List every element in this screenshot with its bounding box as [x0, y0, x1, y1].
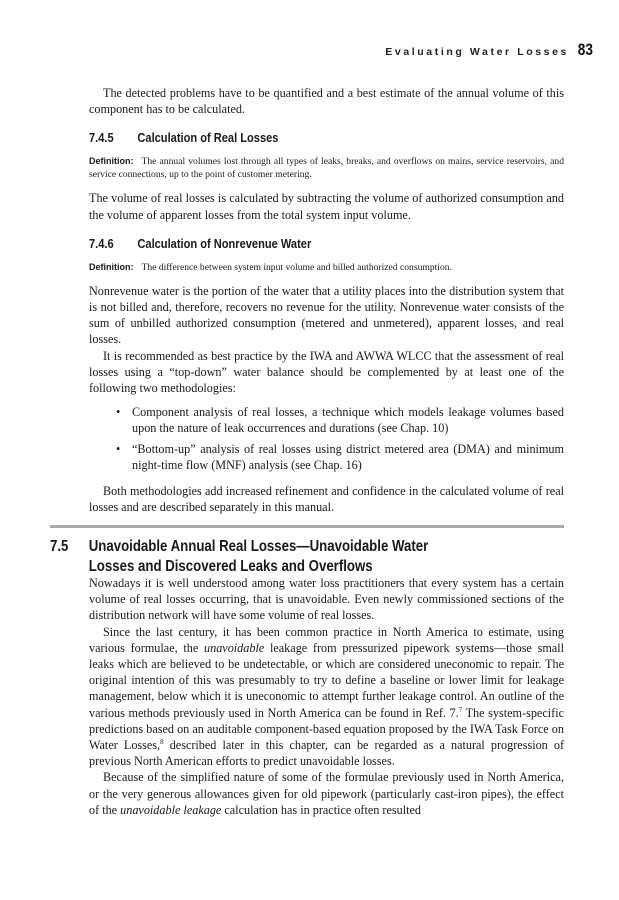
lower-content [89, 575, 564, 818]
section-number: 7.5 [50, 538, 69, 555]
section-number: 7.4.5 [89, 131, 114, 146]
list-item: • Component analysis of real losses, a technique which models leakage volumes based upon the nature of leak occurrences and durations (see Chap. 10) [116, 405, 564, 436]
definition-label: Definition: [89, 261, 134, 272]
section-title: Calculation of Real Losses [137, 131, 279, 146]
section-divider [50, 525, 564, 528]
methodology-list [89, 404, 564, 473]
section-7-4-5-heading [89, 131, 507, 145]
nonrevenue-paragraph: Nonrevenue water is the portion of the water that a utility places into the distribution system that is not billed and, therefore, recovers no revenue for the utility. Nonrevenue water consists of the sum of unbilled authorized consumption (metered and unmetered), apparent losses, and real losses. [89, 283, 564, 347]
section-title: Calculation of Nonrevenue Water [137, 236, 312, 251]
definition-text: The difference between system input volume and billed authorized consumption. [141, 261, 452, 273]
definition-7-4-6 [89, 261, 564, 274]
definition-label: Definition: [89, 156, 134, 167]
section-number: 7.4.6 [89, 236, 114, 251]
section-title-line2: Losses and Discovered Leaks and Overflows [88, 558, 373, 575]
intro-paragraph: The detected problems have to be quantified and a best estimate of the annual volume of this component has to be calculated. [89, 86, 564, 117]
best-practice-paragraph: It is recommended as best practice by the IWA and AWWA WLCC that the assessment of real losses using a “top-down” water balance should be complemented by at least one of the following two methodologies: [89, 348, 564, 396]
definition-7-4-5 [89, 155, 564, 181]
unavoidable-intro-paragraph: Nowadays it is well understood among water loss practitioners that every system has a certain volume of real losses occurring, that is unavoidable. Even newly commissioned sections of the distribution network will have some volume of real losses. [89, 576, 564, 623]
section-title-line1: Unavoidable Annual Real Losses—Unavoidable Water [88, 538, 429, 555]
page-number: 83 [577, 40, 593, 59]
running-header: Evaluating Water Losses [385, 46, 569, 58]
simplified-formulae-paragraph: Because of the simplified nature of some of the formulae previously used in North America, or the very generous allowances given for old pipework (particularly cast-iron pipes), the effect of the unavoidable leakage calculation has in practice often resulted [89, 770, 564, 817]
upper-content [89, 85, 564, 515]
list-item: • “Bottom-up” analysis of real losses using district metered area (DMA) and minimum night-time flow (MNF) analysis (see Chap. 16) [116, 441, 564, 472]
section-7-5-heading [50, 537, 566, 577]
history-paragraph: Since the last century, it has been common practice in North America to estimate, using various formulae, the unavoidable leakage from pressurized pipework systems—those small leaks which are believed to be undetectable, or which are considered uneconomic to repair. The original intention of this was presumably to try to define a baseline or lower limit for leakage management, below which it is uneconomic to attempt further leakage control. An outline of the various methods previously used in North America can be found in Ref. 7.$^7$ The system-specific predictions based on an auditable component-based equation proposed by the IWA Task Force on Water Losses,$^8$ described later in this chapter, can be regarded as a natural progression of previous North American efforts to predict unavoidable losses. [89, 624, 564, 769]
real-losses-paragraph: The volume of real losses is calculated by subtracting the volume of authorized consumption and the volume of apparent losses from the total system input volume. [89, 191, 564, 222]
methodologies-paragraph: Both methodologies add increased refinement and confidence in the calculated volume of real losses and are described separately in this manual. [89, 484, 564, 515]
section-7-4-6-heading [89, 237, 507, 251]
definition-text: The annual volumes lost through all types of leaks, breaks, and overflows on mains, service reservoirs, and service connections, up to the point of customer metering. [89, 156, 564, 181]
